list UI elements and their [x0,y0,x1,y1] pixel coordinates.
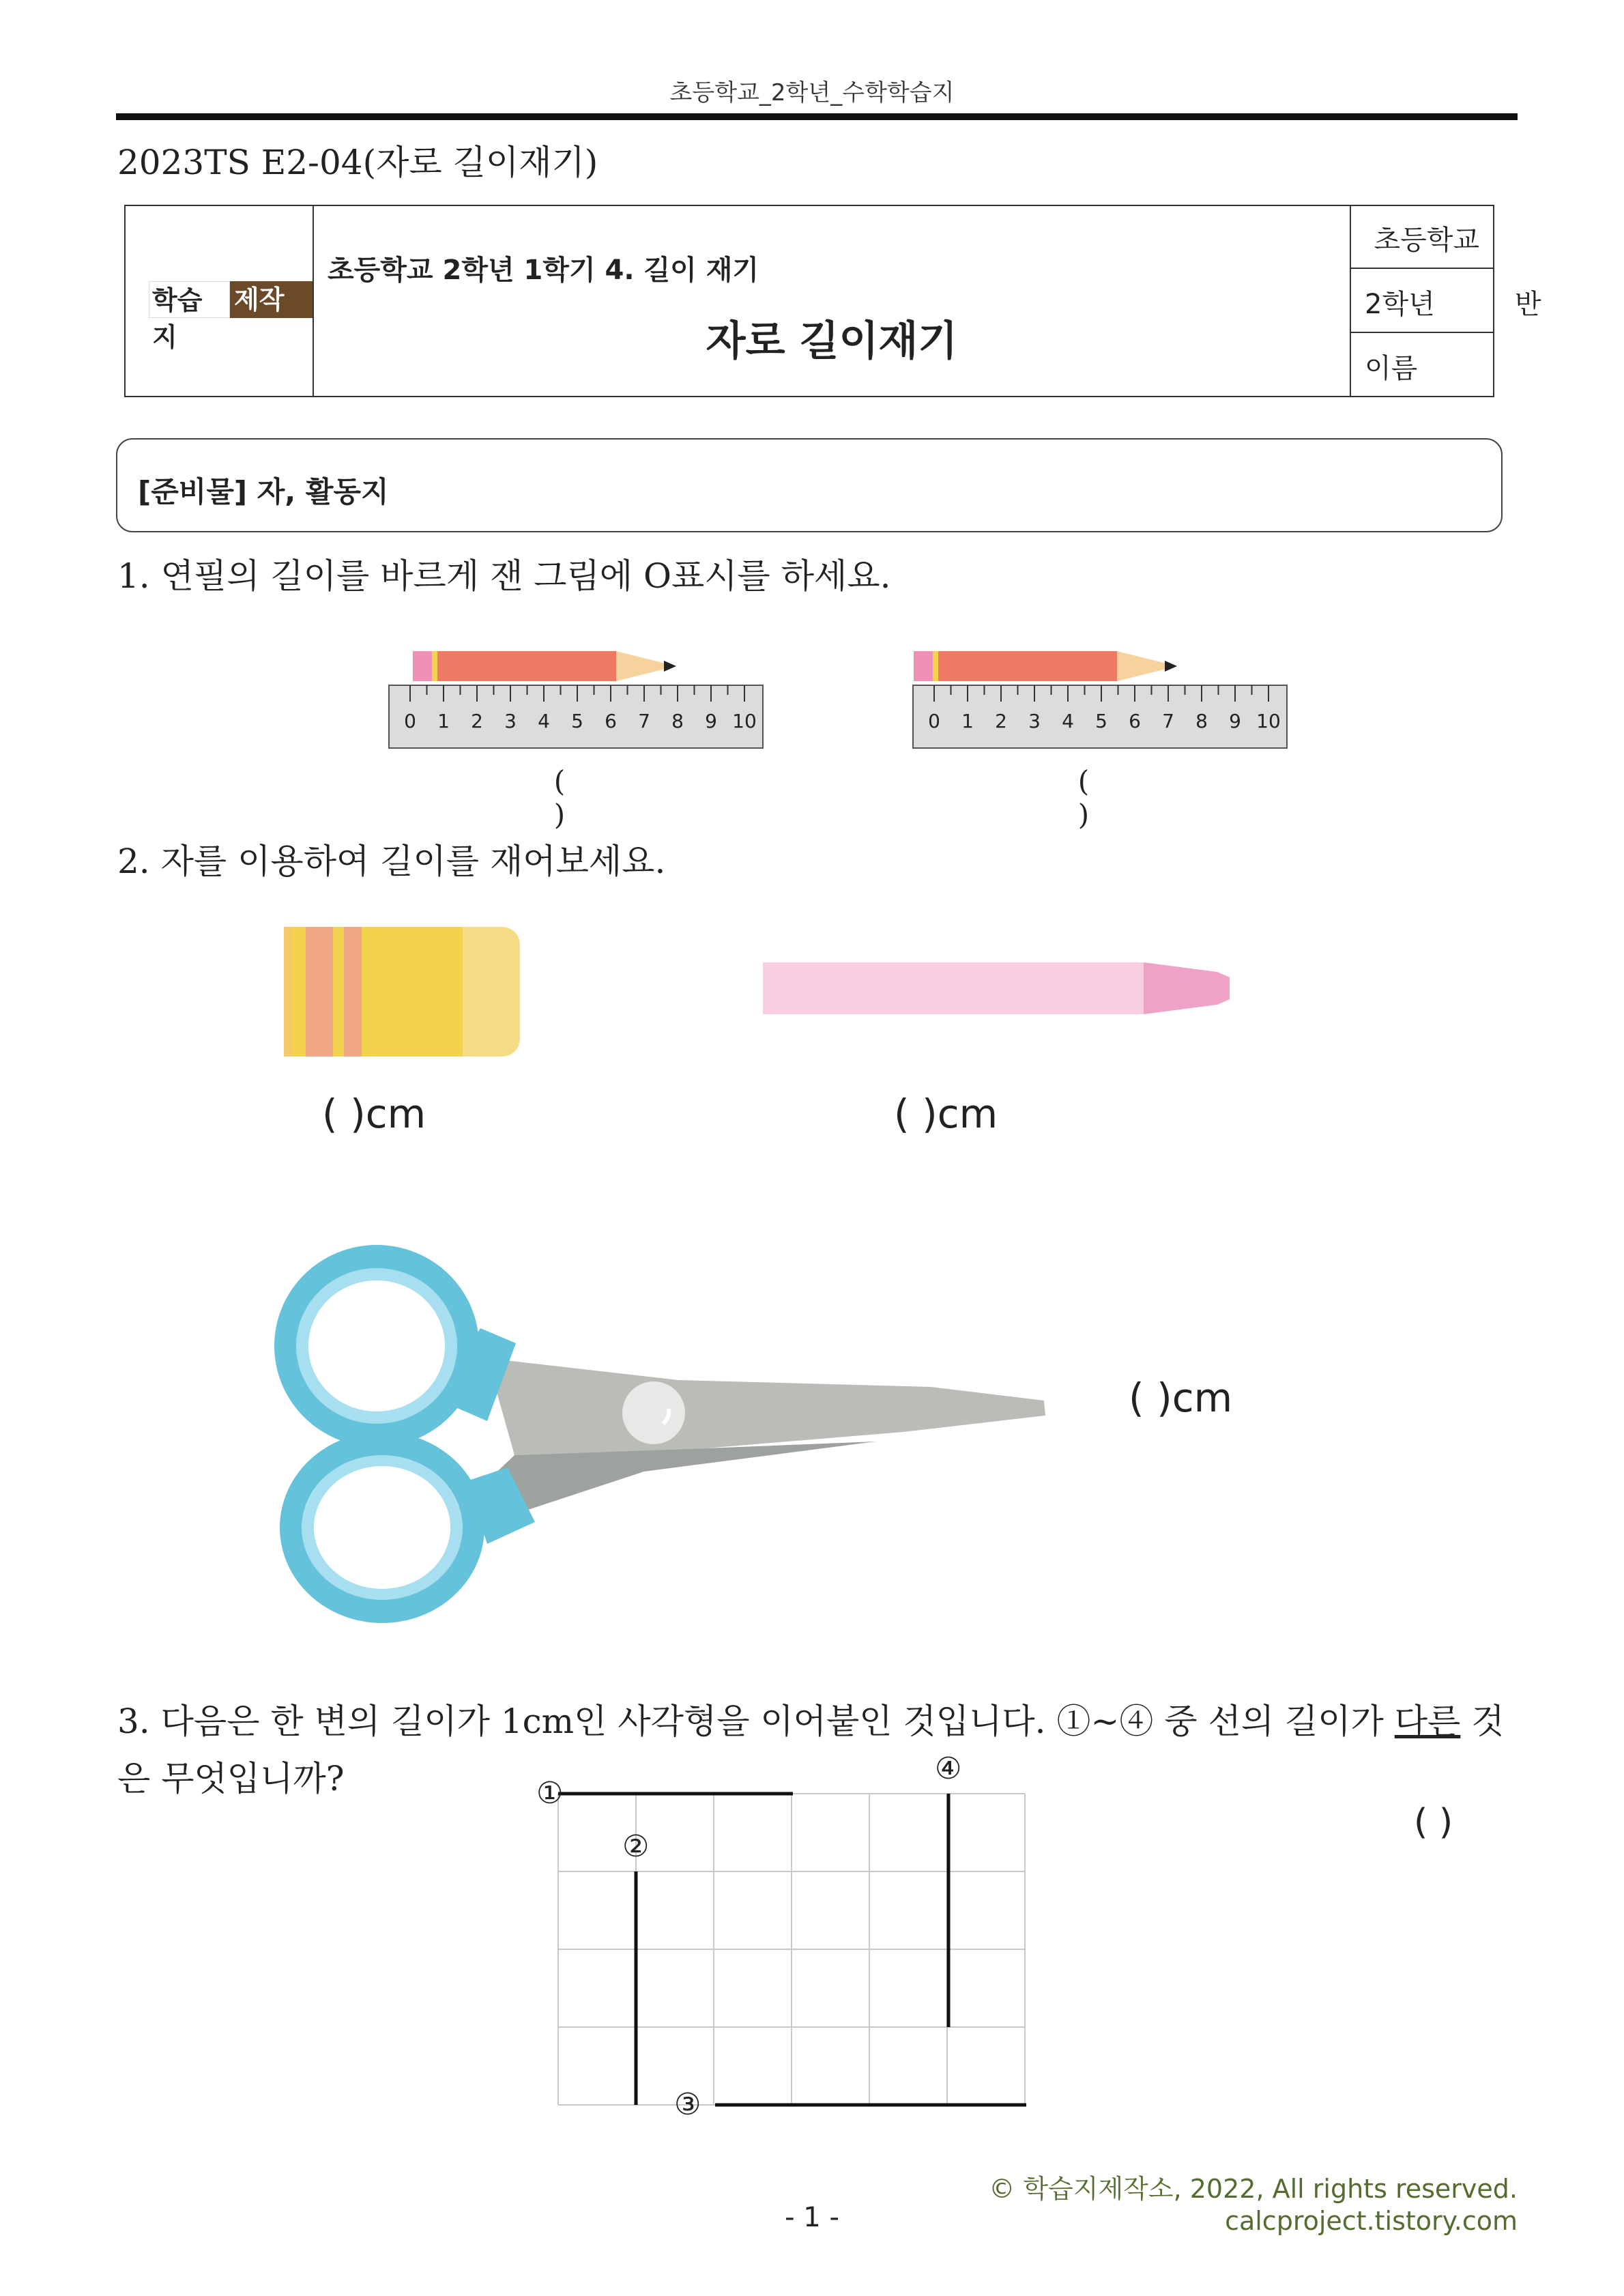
ruler-tick-label: 10 [732,710,757,732]
pencil-icon [914,651,1177,681]
label-4: ④ [935,1751,962,1786]
ruler-icon [389,685,763,748]
name-field [1351,333,1493,396]
q3-answer[interactable]: ( ) [1414,1802,1453,1843]
page-number: - 1 - [785,2202,839,2233]
publisher-logo [149,281,313,352]
ruler-tick-label: 8 [1195,710,1208,732]
ruler-tick-label: 9 [1229,710,1241,732]
ruler-tick-label: 1 [437,710,450,732]
ruler-tick-label: 6 [1129,710,1141,732]
ruler-tick-label: 3 [1028,710,1041,732]
ruler-tick-label: 7 [1162,710,1174,732]
grade-label: 2학년 [1365,289,1435,320]
school-label: 초등학교 [1374,225,1479,256]
ruler-tick-label: 3 [504,710,517,732]
q3-underlined-word: 다른 [1394,1702,1461,1741]
ruler-tick-label: 5 [1095,710,1107,732]
ruler-tick-label: 4 [538,710,550,732]
class-label: 반 [1515,289,1541,320]
ruler-tick-label: 4 [1062,710,1074,732]
course-line: 초등학교 2학년 1학기 4. 길이 재기 [328,255,759,286]
label-2: ② [622,1829,650,1864]
title-cell [314,206,1351,396]
header-table [124,205,1541,397]
q3-text-a: 3. 다음은 한 변의 길이가 1cm인 사각형을 이어붙인 것입니다. ①~④ 중 선의 길이가 [117,1702,1395,1741]
scissors-answer[interactable]: ( )cm [1129,1375,1233,1421]
grade-class-field [1351,269,1541,333]
school-field [1351,206,1493,269]
logo-text-part1: 학습지 [149,281,230,318]
name-label: 이름 [1365,353,1418,384]
pencil-icon [413,651,676,681]
document-code: 2023TS E2-04(자로 길이재기) [117,143,598,182]
blog-link[interactable]: calcproject.tistory.com [1225,2206,1518,2236]
label-3: ③ [674,2087,701,2122]
question-1: 1. 연필의 길이를 바르게 잰 그림에 O표시를 하세요. [117,556,891,596]
ruler-tick-label: 7 [638,710,650,732]
ruler-tick-label: 0 [928,710,940,732]
pencil-ruler-figure-b [910,647,1292,749]
student-info-cell [1351,206,1541,396]
q1-answer-a[interactable]: ( ) [553,764,593,831]
ruler-tick-label: 1 [961,710,974,732]
grid-figure [512,1747,1044,2129]
question-2: 2. 자를 이용하여 길이를 재어보세요. [117,842,666,881]
ruler-tick-label: 2 [995,710,1007,732]
chalk-answer[interactable]: ( )cm [894,1091,998,1137]
logo-text-part2: 제작소 [230,281,313,318]
ruler-tick-label: 5 [571,710,583,732]
page-title: 자로 길이재기 [706,317,958,365]
ruler-icon [913,685,1287,748]
materials-box [116,438,1503,532]
ruler-tick-label: 6 [605,710,617,732]
eraser-icon [281,923,524,1059]
ruler-tick-label: 0 [404,710,416,732]
top-divider [116,113,1518,120]
copyright-text: © 학습지제작소, 2022, All rights reserved. [989,2174,1518,2204]
ruler-tick-label: 8 [671,710,684,732]
scissors-icon [262,1229,1054,1624]
label-1: ① [536,1776,564,1811]
chalk-icon [762,957,1232,1020]
q1-answer-b[interactable]: ( ) [1077,764,1117,831]
logo-cell [126,206,314,396]
pencil-ruler-figure-a [386,647,768,749]
q3-text-b: 것은 무엇입니까? [117,1702,1505,1798]
running-header: 초등학교_2학년_수학학습지 [669,79,955,106]
eraser-answer[interactable]: ( )cm [322,1091,426,1137]
ruler-tick-label: 10 [1256,710,1281,732]
ruler-tick-label: 2 [471,710,483,732]
materials-text: [준비물] 자, 활동지 [138,475,389,508]
ruler-tick-label: 9 [705,710,717,732]
